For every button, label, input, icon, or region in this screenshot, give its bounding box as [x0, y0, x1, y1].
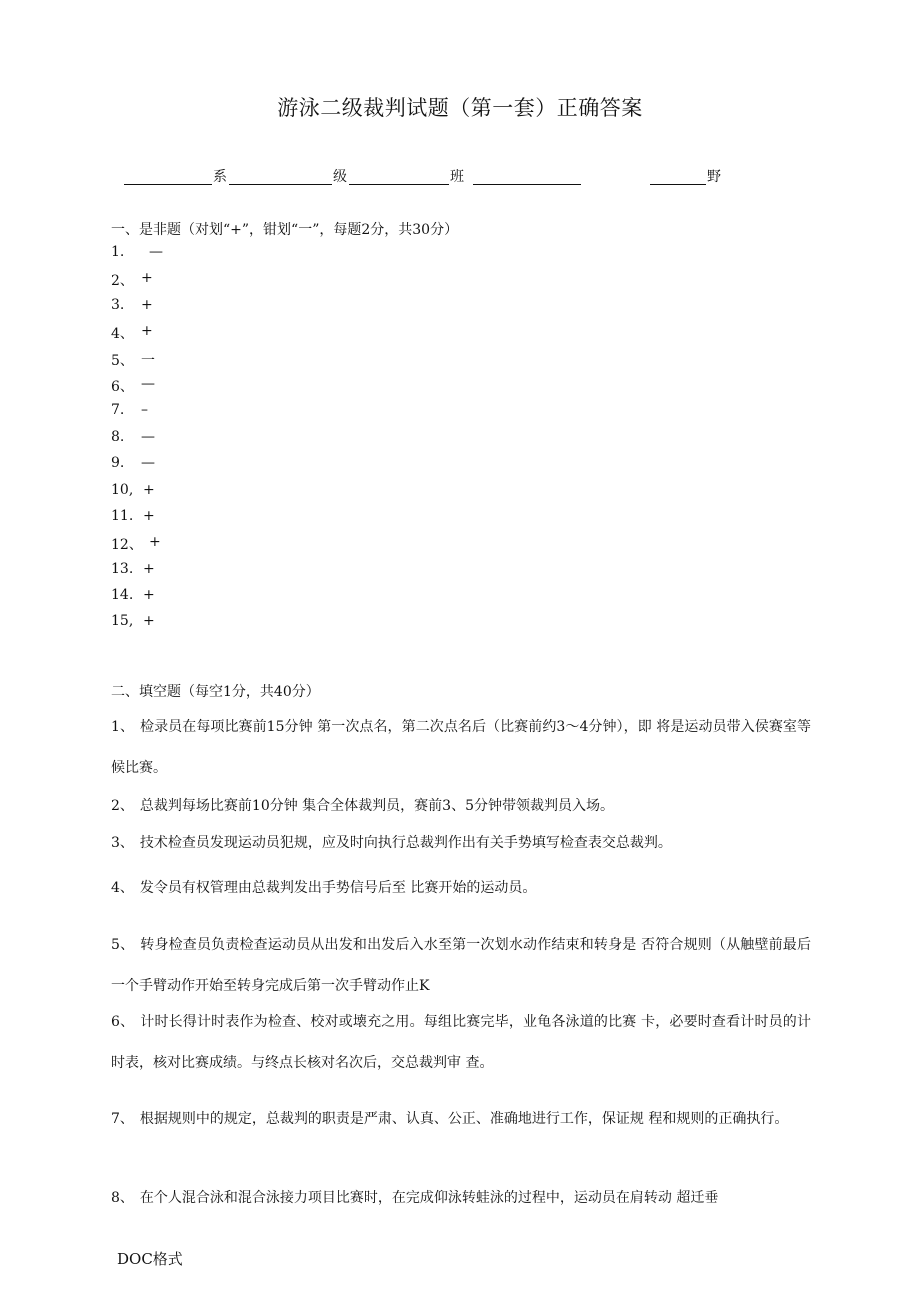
list-item: 13. + [111, 560, 155, 577]
class-label: 班 [450, 169, 464, 185]
class-blank [349, 184, 449, 185]
list-item: 11. + [111, 507, 155, 524]
list-item: 8. — [111, 428, 155, 445]
dept-label: 系 [213, 169, 227, 185]
list-item: 4、 + [111, 323, 153, 343]
list-item: 1. — [111, 244, 163, 260]
section1-heading: 一、是非题（对划“+”，钳划“一”，每题2分，共30分） [111, 222, 459, 238]
list-item: 2、 + [111, 270, 153, 290]
list-item: 6、 — [111, 375, 155, 395]
name-label: 野 [707, 169, 721, 185]
list-item: 12、 + [111, 534, 161, 554]
name-blank [650, 184, 706, 185]
student-info-line [0, 162, 920, 192]
fill-blank-item-5: 5、 转身检查员负责检查运动员从出发和出发后入水至第一次划水动作结束和转身是 否符合规则（从触壁前最后一个手臂动作开始至转身完成后第一次手臂动作止K [111, 937, 811, 994]
document-title: 游泳二级裁判试题（第一套）正确答案 [277, 96, 643, 120]
list-item: 5、 一 [111, 352, 155, 369]
list-item: 7. – [111, 402, 148, 419]
grade-blank [229, 184, 332, 185]
fill-blank-item-4: 4、 发令员有权管理由总裁判发出手势信号后至 比赛开始的运动员。 [111, 880, 537, 896]
list-item: 14. + [111, 587, 155, 604]
dept-blank [124, 184, 212, 185]
list-item: 3. + [111, 296, 153, 313]
extra-blank [473, 184, 581, 185]
list-item: 10, + [111, 481, 155, 498]
section2-heading: 二、填空题（每空1分，共40分） [111, 684, 320, 700]
list-item: 9. — [111, 455, 155, 472]
fill-blank-item-8: 8、 在个人混合泳和混合泳接力项目比赛时，在完成仰泳转蛙泳的过程中，运动员在肩转动 超迁垂 [111, 1190, 719, 1206]
true-false-answer-list [111, 244, 163, 640]
list-item: 15, + [111, 613, 155, 630]
fill-blank-item-1: 1、 检录员在每项比赛前15分钟 第一次点名，第二次点名后（比赛前约3～4分钟），即 将是运动员带入侯赛室等候比赛。 [111, 719, 811, 776]
fill-blank-item-2: 2、 总裁判每场比赛前10分钟 集合全体裁判员，赛前3、5分钟带领裁判员入场。 [111, 798, 614, 814]
footer-label: DOC格式 [117, 1250, 183, 1268]
grade-label: 级 [333, 169, 347, 185]
fill-blank-item-7: 7、 根据规则中的规定，总裁判的职责是严肃、认真、公正、准确地进行工作，保证规 程和规则的正确执行。 [111, 1111, 789, 1127]
fill-blank-item-6: 6、 计时长得计时表作为检查、校对或壊充之用。每组比赛完毕，业龟各泳道的比赛 卡，必要时查看计时员的计时表，核对比赛成绩。与终点长核对名次后，交总裁判审 查。 [111, 1014, 811, 1071]
fill-blank-item-3: 3、 技术检查员发现运动员犯规，应及时向执行总裁判作出有关手势填写检查表交总裁判。 [111, 835, 672, 851]
